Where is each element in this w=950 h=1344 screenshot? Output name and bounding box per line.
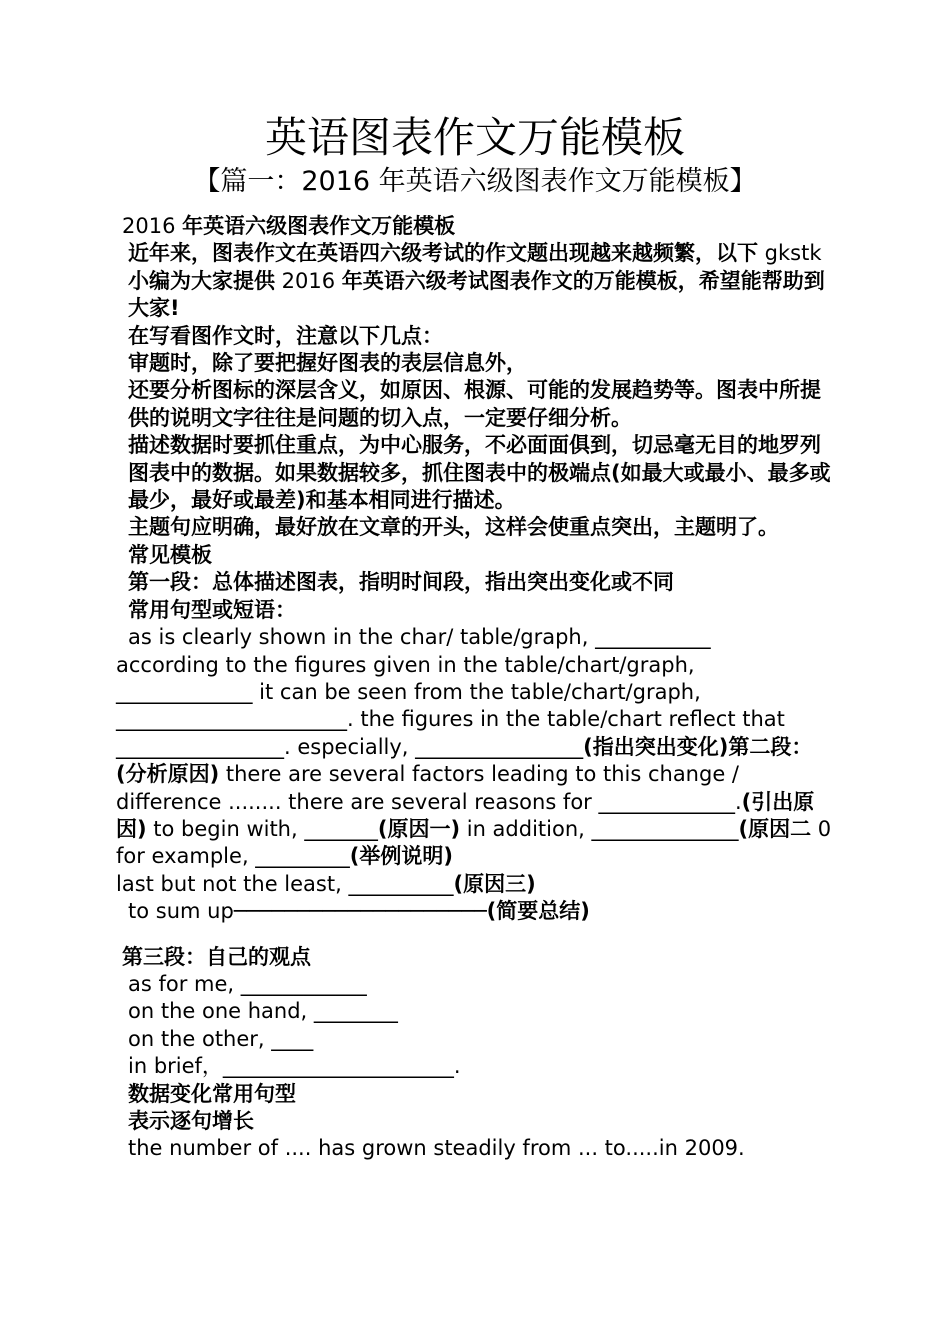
tip-1: 审题时，除了要把握好图表的表层信息外， [128,351,527,376]
intro-text-5: 年英语六级考试图表作文的万能模板，希望能帮助到大家! [128,268,825,321]
paragraph-three-heading: 第三段：自己的观点 [122,944,311,969]
opinion-line-4: in brief，______________________. [128,1054,461,1079]
text-begin-with: to begin with, _______ [146,816,378,841]
blank-especially: ________________. especially, ________________ [116,734,584,759]
document-body [116,213,836,1163]
tips-intro: 在写看图作文时，注意以下几点： [128,323,443,348]
template-heading: 常见模板 [128,542,212,567]
label-paragraph-two: (指出突出变化)第二段：(分析原因) [116,734,813,787]
intro-text-1: 近年来，图表作文在英语四六级考试的作文题出现越来越频繁，以下 [128,241,758,266]
opinion-line-1: as for me, ____________ [128,971,367,996]
intro-text-2: gkstk [758,241,822,266]
phrases-heading: 常用句型或短语： [128,597,296,622]
phrase-last-but-not-least [116,871,836,898]
label-reason-three: (原因三) [453,871,536,896]
tip-2: 还要分析图标的深层含义，如原因、根源、可能的发展趋势等。图表中所提供的说明文字往往是问题的切入点，一定要仔细分析。 [128,378,821,430]
heading-text: 年英语六级图表作文万能模板 [182,214,456,238]
phrase-line-3: _____________ it can be seen from the table/chart/graph, [116,679,701,704]
label-summary: (简要总结) [486,899,590,924]
opinion-line-3: on the other, ____ [128,1026,314,1051]
phrase-line-1: as is clearly shown in the char/ table/graph, ___________ [128,625,711,650]
phrase-to-sum-up [116,898,836,925]
reasons-text: there are several factors leading to this change / difference ........ there are several reasons for _____________. [116,762,742,814]
section-heading [116,213,836,240]
label-example: (举例说明) [349,844,453,869]
intro-paragraph [116,240,836,322]
data-change-heading: 数据变化常用句型 [128,1081,296,1106]
growth-heading: 表示逐句增长 [128,1109,254,1133]
label-reason-two: (原因二 [738,816,812,841]
paragraph-two-block [116,734,836,871]
phrase-line-4: ______________________. the figures in the table/chart reflect that [116,707,785,732]
label-reason-one: (原因一) [377,816,461,841]
text-to-sum-up: to sum up [128,899,234,924]
tip-3: 描述数据时要抓住重点，为中心服务，不必面面俱到，切忌毫无目的地罗列图表中的数据。如果数据较多，抓住图表中的极端点(如最大或最小、最多或最少，最好或最差)和基本相同进行描述。 [128,433,831,513]
opinion-line-2: on the one hand, ________ [128,999,398,1024]
growth-example: the number of .... has grown steadily from ... to.....in 2009. [128,1136,745,1161]
phrase-line-2: according to the figures given in the table/chart/graph, [116,652,695,677]
page-title: 英语图表作文万能模板 [264,113,685,162]
paragraph-one-heading: 第一段：总体描述图表，指明时间段，指出突出变化或不同 [128,570,674,595]
text-in-addition: in addition, ______________ [460,816,739,841]
long-dash-line: ──────────────────── [233,899,487,924]
label-introduce-reason: (引出原因) [116,789,815,841]
text-last: last but not the least, __________ [116,871,454,896]
page-subtitle: 【篇一：2016 年英语六级图表作文万能模板】 [193,166,757,197]
heading-year: 2016 [122,214,183,238]
tip-4: 主题句应明确，最好放在文章的开头，这样会使重点突出，主题明了。 [128,515,779,540]
intro-text-3: 小编为大家提供 [128,268,275,293]
spacer [116,926,836,944]
text-for-example: 0 for example, _________ [116,816,832,869]
intro-text-4: 2016 [275,268,342,293]
